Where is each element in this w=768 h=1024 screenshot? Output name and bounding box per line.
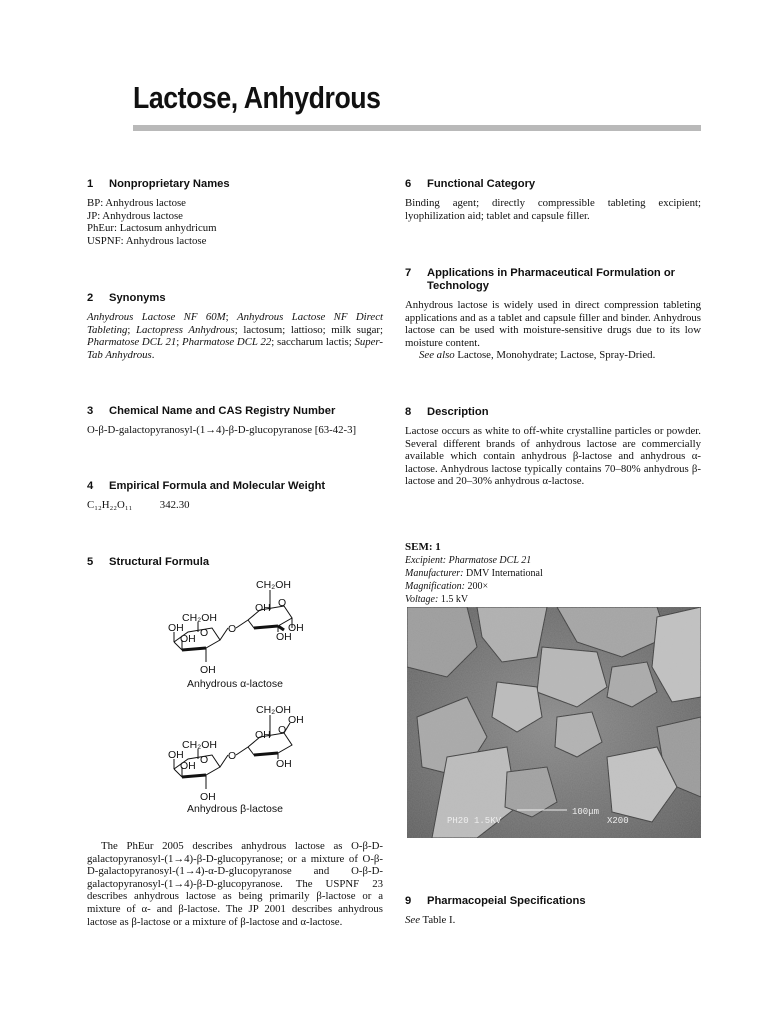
section-title: Empirical Formula and Molecular Weight (109, 480, 326, 492)
section-title: Applications in Pharmaceutical Formulation or Technology (427, 267, 676, 292)
section-body (405, 299, 701, 362)
section-number: 4 (87, 480, 94, 492)
section-structural-formula (87, 556, 383, 575)
section-number: 6 (405, 178, 412, 190)
section-heading (87, 178, 383, 191)
section-heading (405, 178, 701, 191)
oh-label: OH (180, 633, 196, 645)
oh-label: OH (168, 749, 184, 761)
alpha-lactose-diagram (160, 576, 360, 694)
sem-excipient (405, 554, 543, 567)
pheur-description: The PhEur 2005 describes anhydrous lactose as O-β-D-galactopyranosyl-(1→4)-β-D-glucopyranose; or a mixture of O-β-D-galactopyranosyl-(1→4)-α-D-glucopyranose and O-β-D-galactopyranosyl-(1→4)-β-D-glucopyranose. The USPNF 23 describes anhydrous lactose as being primarily β-lactose or a mixture of α- and β-lactose. The JP 2001 describes anhydrous lactose as β-lactose or a mixture of β-lactose and α-lactose. (87, 840, 383, 928)
see-label: See (405, 914, 420, 926)
value: 200× (467, 581, 489, 592)
section-heading (405, 895, 701, 908)
see-also-label: See also (419, 349, 455, 362)
oh-label: OH (288, 714, 304, 726)
section-heading (87, 556, 383, 569)
ring-oxygen-label: O (200, 754, 209, 766)
section-number: 1 (87, 178, 94, 190)
separator: . (151, 348, 155, 361)
section-title: Structural Formula (109, 556, 210, 568)
section-heading (405, 267, 701, 293)
label: Voltage: (405, 594, 439, 605)
section-synonyms (87, 292, 383, 361)
value: 1.5 kV (440, 594, 469, 605)
section-title: Functional Category (427, 178, 536, 190)
page-title: Lactose, Anhydrous (133, 80, 381, 115)
section-body (87, 311, 383, 361)
section-heading (87, 405, 383, 418)
label: Excipient: (405, 555, 447, 566)
section-description (405, 406, 701, 488)
sem-manufacturer (405, 567, 543, 580)
synonym: Anhydrous Lactose NF 60M (87, 311, 226, 323)
section-title: Description (427, 406, 489, 418)
structural-formula-note (87, 840, 383, 928)
functional-category-text: Binding agent; directly compressible tableting excipient; lyophilization aid; tablet and capsule filler. (405, 197, 701, 222)
section-functional-category (405, 178, 701, 222)
section-number: 8 (405, 406, 412, 418)
oh-label: OH (255, 729, 271, 741)
name-line: BP: Anhydrous lactose (87, 197, 186, 209)
separator: ; (127, 323, 136, 336)
beta-lactose-diagram (160, 703, 360, 807)
beta-lactose-structure (160, 703, 360, 815)
micrograph-mag-label: X200 (607, 816, 629, 826)
micrograph-scale-label: 100μm (572, 807, 600, 817)
see-also (405, 349, 701, 362)
label: Magnification: (405, 581, 465, 592)
section-title: Synonyms (109, 292, 166, 304)
section-nonproprietary-names (87, 178, 383, 247)
section-number: 9 (405, 895, 412, 907)
ch2oh-label: CH₂OH (182, 612, 217, 624)
section-title: Chemical Name and CAS Registry Number (109, 405, 336, 417)
molecular-weight: 342.30 (159, 499, 190, 511)
name-line: JP: Anhydrous lactose (87, 209, 183, 222)
section-body (405, 914, 701, 927)
alpha-lactose-caption: Anhydrous α-lactose (187, 678, 283, 690)
label: Manufacturer: (405, 568, 464, 579)
glycosidic-oxygen-label: O (228, 750, 237, 762)
synonym: Lactopress Anhydrous (135, 323, 235, 336)
section-number: 7 (405, 267, 412, 279)
oh-label: OH (276, 631, 292, 643)
section-number: 5 (87, 556, 94, 568)
synonym: Super-Tab Anhydrous (87, 336, 384, 361)
oh-label: OH (200, 664, 216, 676)
oh-label: OH (255, 602, 271, 614)
name-line: USPNF: Anhydrous lactose (87, 234, 207, 247)
sem-magnification (405, 580, 543, 593)
oh-label: OH (168, 622, 184, 634)
micrograph-image (407, 607, 701, 838)
separator: ; (176, 336, 183, 349)
glycosidic-oxygen-label: O (228, 623, 237, 635)
section-heading (87, 292, 383, 305)
section-heading (405, 406, 701, 419)
oh-label: OH (200, 791, 216, 803)
section-pharmacopeial-specifications (405, 895, 701, 927)
sem-voltage (405, 593, 543, 606)
beta-lactose-caption: Anhydrous β-lactose (187, 803, 283, 815)
oh-label: OH (288, 622, 304, 634)
sem-caption (405, 541, 543, 606)
section-heading (87, 480, 383, 493)
section-chemical-name (87, 405, 383, 437)
title-rule (133, 125, 701, 131)
ring-oxygen-label: O (278, 597, 287, 609)
micrograph-overlay-left: PH20 1.5KV (447, 816, 502, 826)
oh-label: OH (276, 758, 292, 770)
applications-text: Anhydrous lactose is widely used in direct compression tableting applications and as a tablet and capsule filler and binder. Anhydrous lactose can be used with moisture-sensitive drugs due to its low moisture content. (405, 299, 701, 349)
empirical-formula: C₁₂H₂₂O₁₁ (87, 499, 133, 511)
value: Pharmatose DCL 21 (448, 555, 532, 566)
section-title: Pharmacopeial Specifications (427, 895, 586, 907)
section-empirical-formula (87, 480, 383, 512)
section-applications (405, 267, 701, 362)
value: DMV International (466, 568, 543, 579)
table-reference: Table I. (419, 914, 456, 926)
description-text: Lactose occurs as white to off-white crystalline particles or powder. Several different brands of anhydrous lactose are commercially available which contain anhydrous β-lactose and anhydrous α-lactose. Anhydrous lactose typically contains 70–80% anhydrous β-lactose and 20–30% anhydrous α-lactose. (405, 425, 701, 488)
ch2oh-label: CH₂OH (182, 739, 217, 751)
name-line: PhEur: Lactosum anhydricum (87, 222, 217, 235)
synonym: Pharmatose DCL 22 (182, 336, 272, 349)
synonym-plain: ; lactosum; lattioso; milk sugar; (234, 323, 384, 336)
synonym: Anhydrous Lactose NF Direct Tableting (87, 311, 383, 336)
synonym: Pharmatose DCL 21 (87, 336, 177, 349)
chemical-name-text: O-β-D-galactopyranosyl-(1→4)-β-D-glucopyranose [63-42-3] (87, 424, 357, 436)
section-title: Nonproprietary Names (109, 178, 230, 190)
section-body (87, 499, 383, 512)
ring-oxygen-label: O (278, 724, 287, 736)
oh-label: OH (180, 760, 196, 772)
synonym-plain: ; saccharum lactis; (271, 336, 355, 349)
alpha-lactose-structure (160, 576, 360, 699)
section-body (87, 197, 383, 247)
section-number: 3 (87, 405, 94, 417)
separator: ; (225, 311, 237, 323)
sem-heading: SEM: 1 (405, 541, 441, 553)
sem-micrograph (407, 607, 701, 838)
ch2oh-label: CH₂OH (256, 579, 291, 591)
see-also-links: Lactose, Monohydrate; Lactose, Spray-Dried. (454, 349, 656, 362)
section-number: 2 (87, 292, 94, 304)
ring-oxygen-label: O (200, 627, 209, 639)
ch2oh-label: CH₂OH (256, 704, 291, 716)
